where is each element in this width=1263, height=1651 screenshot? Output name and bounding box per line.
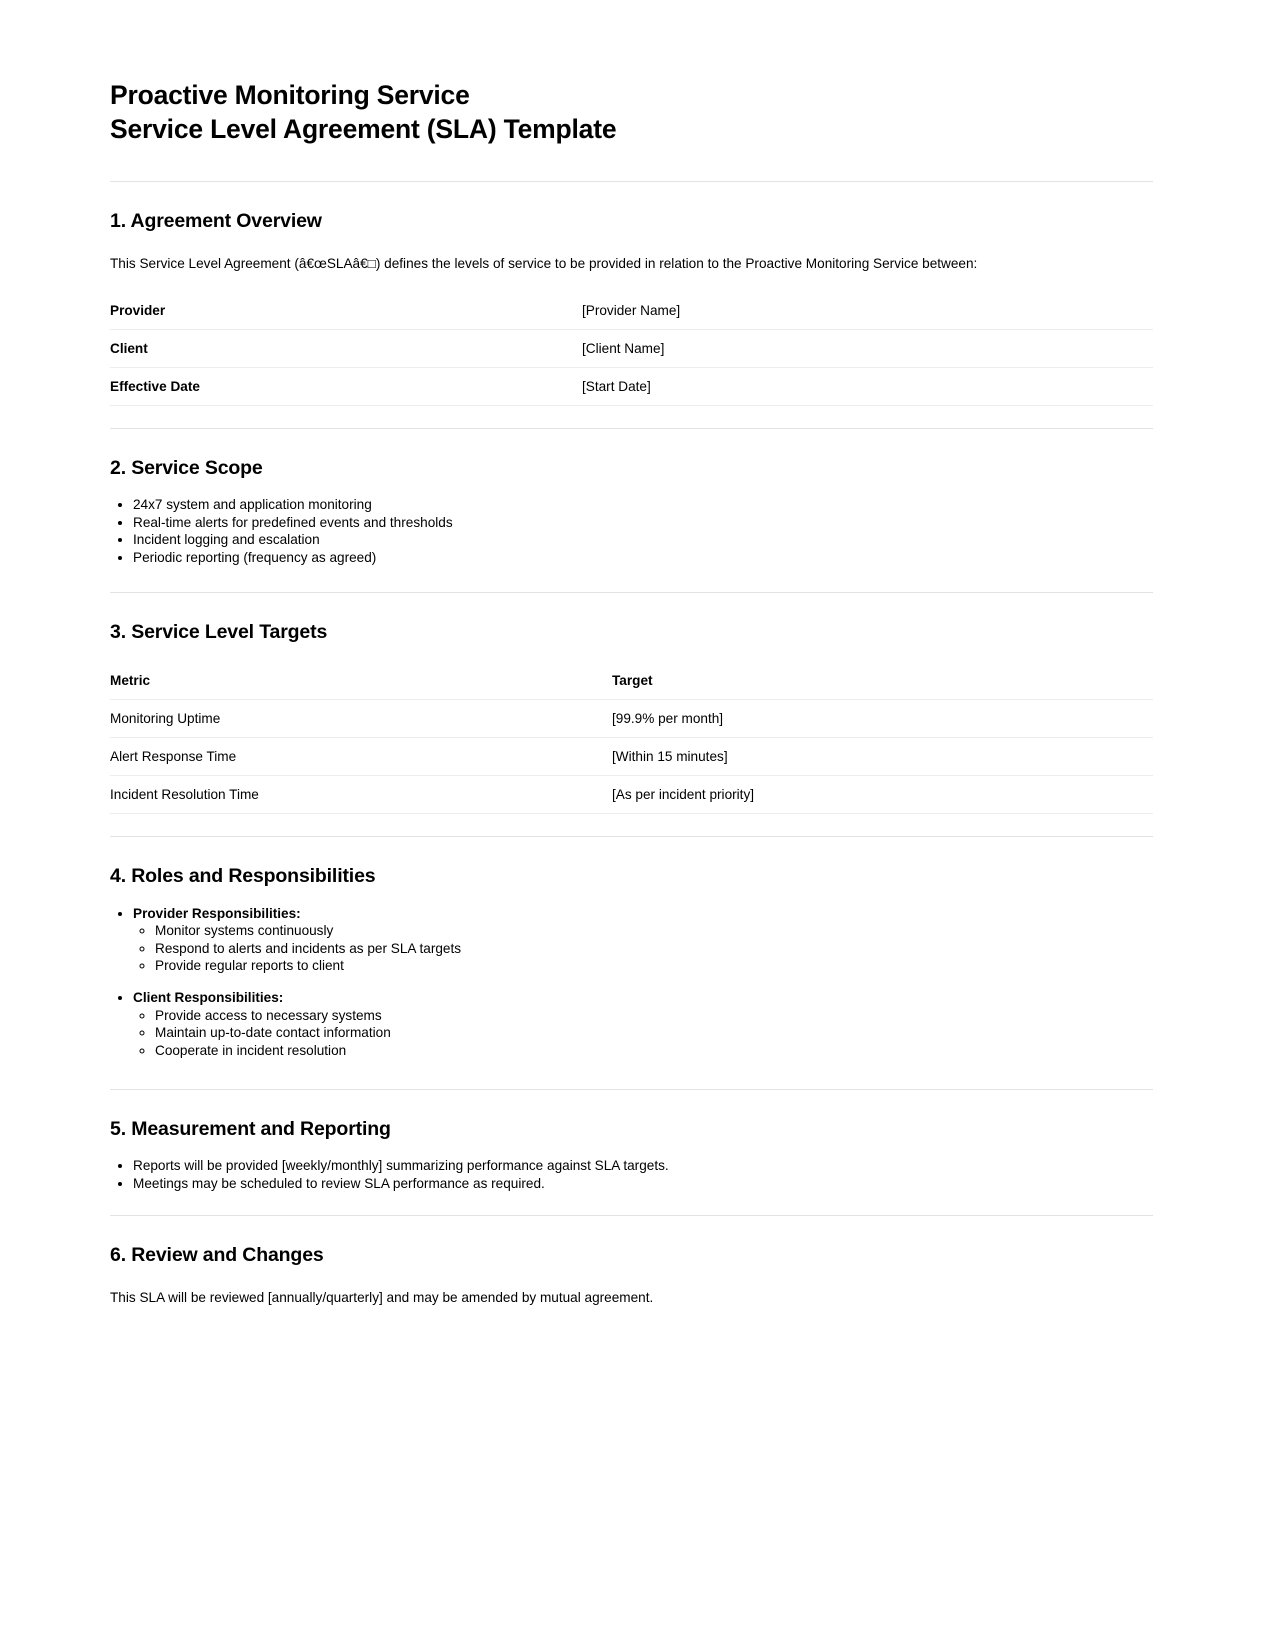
table-cell-target: [99.9% per month]: [612, 700, 1153, 738]
table-cell-value: [Client Name]: [582, 329, 1153, 367]
provider-responsibility-sublist: [133, 922, 1153, 975]
list-item: ◦ Cooperate in incident resolution: [155, 1042, 1153, 1060]
agreement-overview-table: [110, 292, 1153, 406]
section-divider: [110, 1215, 1153, 1216]
table-spacer: [110, 814, 1153, 836]
list-item: • Periodic reporting (frequency as agreed): [133, 549, 1153, 567]
table-row: [110, 329, 1153, 367]
measurement-reporting-list: [110, 1157, 1153, 1192]
section-divider: [110, 428, 1153, 429]
responsibility-group-client: [133, 989, 1153, 1059]
table-row: [110, 738, 1153, 776]
list-item: • 24x7 system and application monitoring: [133, 496, 1153, 514]
table-spacer: [110, 406, 1153, 428]
section-4-heading: 4. Roles and Responsibilities: [110, 865, 376, 888]
table-cell-metric: Monitoring Uptime: [110, 700, 612, 738]
document-title-line-1: Proactive Monitoring Service: [110, 80, 470, 110]
list-item: ◦ Respond to alerts and incidents as per SLA targets: [155, 940, 1153, 958]
table-cell-target: [Within 15 minutes]: [612, 738, 1153, 776]
section-service-scope: [110, 456, 1153, 593]
section-measurement-and-reporting: [110, 1117, 1153, 1214]
list-item: • Real-time alerts for predefined events and thresholds: [133, 514, 1153, 532]
table-cell-target: [As per incident priority]: [612, 776, 1153, 814]
section-divider: [110, 1089, 1153, 1090]
section-agreement-overview: [110, 209, 1153, 428]
section-6-paragraph: This SLA will be reviewed [annually/quarterly] and may be amended by mutual agreement.: [110, 1289, 654, 1305]
list-item: ◦ Maintain up-to-date contact information: [155, 1024, 1153, 1042]
list-item: ◦ Provide access to necessary systems: [155, 1007, 1153, 1025]
section-review-and-changes: [110, 1243, 1153, 1308]
section-6-heading: 6. Review and Changes: [110, 1243, 324, 1266]
list-item: • Meetings may be scheduled to review SLA performance as required.: [133, 1175, 1153, 1193]
section-divider: [110, 181, 1153, 182]
section-1-heading: 1. Agreement Overview: [110, 209, 322, 232]
document-title: [110, 78, 1153, 147]
column-header-target: Target: [612, 662, 1153, 700]
table-cell-label: Client: [110, 329, 582, 367]
list-item: ◦ Provide regular reports to client: [155, 957, 1153, 975]
table-cell-label: Provider: [110, 292, 582, 330]
section-divider: [110, 592, 1153, 593]
table-row: [110, 292, 1153, 330]
column-header-metric: Metric: [110, 662, 612, 700]
section-spacer: [110, 1193, 1153, 1215]
section-spacer: [110, 1059, 1153, 1089]
table-row: [110, 700, 1153, 738]
responsibility-group-label: Provider Responsibilities:: [133, 905, 301, 921]
section-spacer: [110, 566, 1153, 592]
section-2-heading: 2. Service Scope: [110, 456, 263, 479]
client-responsibility-sublist: [133, 1007, 1153, 1060]
table-cell-metric: Alert Response Time: [110, 738, 612, 776]
section-3-heading: 3. Service Level Targets: [110, 621, 328, 644]
table-cell-metric: Incident Resolution Time: [110, 776, 612, 814]
roles-responsibilities-list: [110, 905, 1153, 1059]
responsibility-group-label: Client Responsibilities:: [133, 989, 284, 1005]
section-divider: [110, 836, 1153, 837]
list-item: • Incident logging and escalation: [133, 531, 1153, 549]
section-1-intro-paragraph: This Service Level Agreement (â€œSLAâ€□) defines the levels of service to be provided in relation to the Proactive Monitoring Service between:: [110, 256, 978, 272]
responsibility-group-provider: [133, 905, 1153, 975]
service-level-targets-table: [110, 662, 1153, 814]
table-row: [110, 367, 1153, 405]
table-cell-label: Effective Date: [110, 367, 582, 405]
list-item: ◦ Monitor systems continuously: [155, 922, 1153, 940]
section-5-heading: 5. Measurement and Reporting: [110, 1118, 391, 1141]
table-row: [110, 776, 1153, 814]
service-scope-list: [110, 496, 1153, 566]
table-header-row: [110, 662, 1153, 700]
list-item: • Reports will be provided [weekly/monthly] summarizing performance against SLA targets.: [133, 1157, 1153, 1175]
section-roles-and-responsibilities: [110, 864, 1153, 1089]
table-cell-value: [Start Date]: [582, 367, 1153, 405]
section-service-level-targets: [110, 620, 1153, 836]
table-cell-value: [Provider Name]: [582, 292, 1153, 330]
document-title-line-2: Service Level Agreement (SLA) Template: [110, 114, 617, 145]
